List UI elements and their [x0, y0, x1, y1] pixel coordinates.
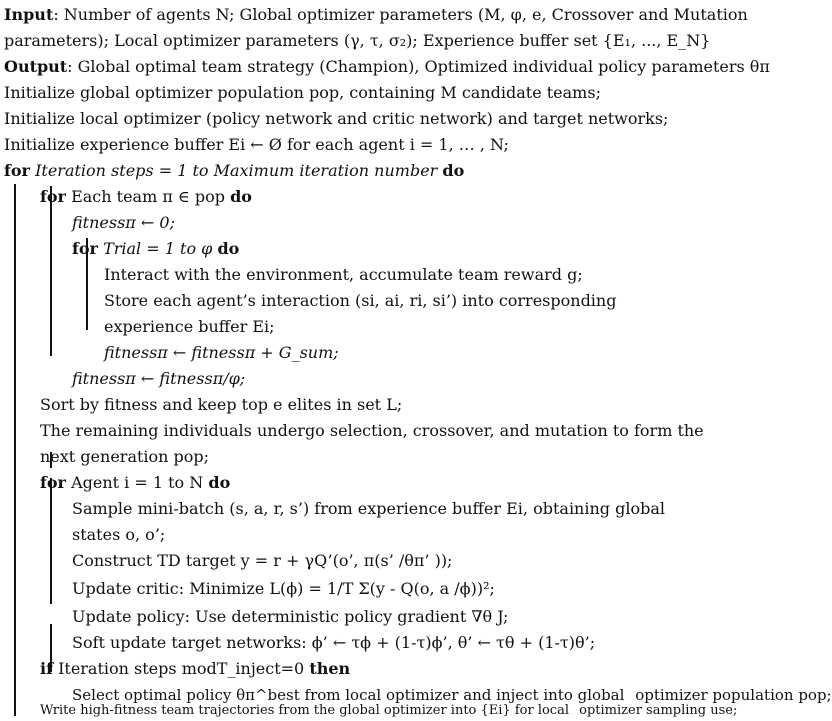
write-text-2: optimizer sampling use;: [579, 703, 738, 718]
input-line-2: parameters); Local optimizer parameters (γ, τ, σ₂); Experience buffer set {E₁, ..., E_N}: [4, 31, 711, 50]
evolve-line-1: The remaining individuals undergo selection, crossover, and mutation to form the: [40, 421, 704, 440]
trial-loop-line: [72, 236, 239, 262]
input-line: [4, 2, 748, 28]
do-keyword: do: [217, 239, 240, 258]
evolve-line-2: next generation pop;: [40, 447, 210, 466]
if-keyword: if: [40, 659, 53, 678]
critic-line: Update critic: Minimize L(ϕ) = 1/T Σ(y - Q(o, a /ϕ))²;: [72, 579, 495, 598]
team-loop-text: Each team π ∈ pop: [71, 187, 225, 206]
store-line-2: experience buffer Ei;: [104, 317, 275, 336]
for-keyword: for: [72, 239, 98, 258]
sample-line-2: states o, o’;: [72, 525, 166, 544]
write-line: [40, 702, 737, 720]
main-loop-block-bar: [14, 184, 16, 716]
init-pop-line: Initialize global optimizer population pop, containing M candidate teams;: [4, 83, 601, 102]
output-line: [4, 54, 770, 80]
fitness-avg-line: [72, 366, 245, 392]
select-text-1: Select optimal policy θπ^best from local optimizer and inject into global: [72, 686, 625, 704]
sort-line: Sort by fitness and keep top e elites in set L;: [40, 395, 403, 414]
output-text: : Global optimal team strategy (Champion), Optimized individual policy parameters θπ: [67, 57, 770, 76]
fitness-init-text: fitnessπ ← 0;: [72, 213, 175, 232]
init-local-line: Initialize local optimizer (policy network and critic network) and target networks;: [4, 109, 669, 128]
main-loop-text: Iteration steps = 1 to Maximum iteration number: [35, 161, 438, 180]
write-text-1: Write high-fitness team trajectories from the global optimizer into {Ei} for local: [40, 703, 569, 718]
input-text-1: : Number of agents N; Global optimizer parameters (M, φ, e, Crossover and Mutation: [53, 5, 748, 24]
do-keyword: do: [442, 161, 465, 180]
agent-loop-text: Agent i = 1 to N: [71, 473, 204, 492]
fitness-avg-text: fitnessπ ← fitnessπ/φ;: [72, 369, 246, 388]
td-target-line: Construct TD target y = r + γQ’(o’, π(s’ /θπ’ ));: [72, 551, 453, 570]
team-loop-line: [40, 184, 252, 210]
for-keyword: for: [40, 187, 66, 206]
fitness-init-line: [72, 210, 175, 236]
do-keyword: do: [208, 473, 231, 492]
then-keyword: then: [309, 659, 351, 678]
input-label: Input: [4, 5, 54, 24]
fitness-acc-text: fitnessπ ← fitnessπ + G_sum;: [104, 343, 339, 362]
for-keyword: for: [40, 473, 66, 492]
fitness-acc-line: [104, 340, 339, 366]
trial-loop-text: Trial = 1 to φ: [103, 239, 213, 258]
agent-loop-block-bar-2: [50, 478, 52, 604]
agent-loop-line: [40, 470, 230, 496]
if-condition: Iteration steps modT_inject=0: [58, 659, 305, 678]
team-loop-block-bar: [50, 186, 52, 356]
init-buffer-line: Initialize experience buffer Ei ← Ø for each agent i = 1, … , N;: [4, 135, 509, 154]
if-line: [40, 656, 350, 682]
main-loop-line: [4, 158, 464, 184]
output-label: Output: [4, 57, 68, 76]
policy-line: Update policy: Use deterministic policy gradient ∇θ J;: [72, 607, 509, 626]
store-line-1: Store each agent’s interaction (si, ai, ri, si’) into corresponding: [104, 291, 617, 310]
select-text-2: optimizer population pop;: [635, 686, 832, 704]
for-keyword: for: [4, 161, 30, 180]
sample-line-1: Sample mini-batch (s, a, r, s’) from experience buffer Ei, obtaining global: [72, 499, 665, 518]
soft-update-line: Soft update target networks: ϕ’ ← τϕ + (1-τ)ϕ’, θ’ ← τθ + (1-τ)θ’;: [72, 633, 596, 652]
interact-line: Interact with the environment, accumulate team reward g;: [104, 265, 583, 284]
do-keyword: do: [230, 187, 252, 206]
